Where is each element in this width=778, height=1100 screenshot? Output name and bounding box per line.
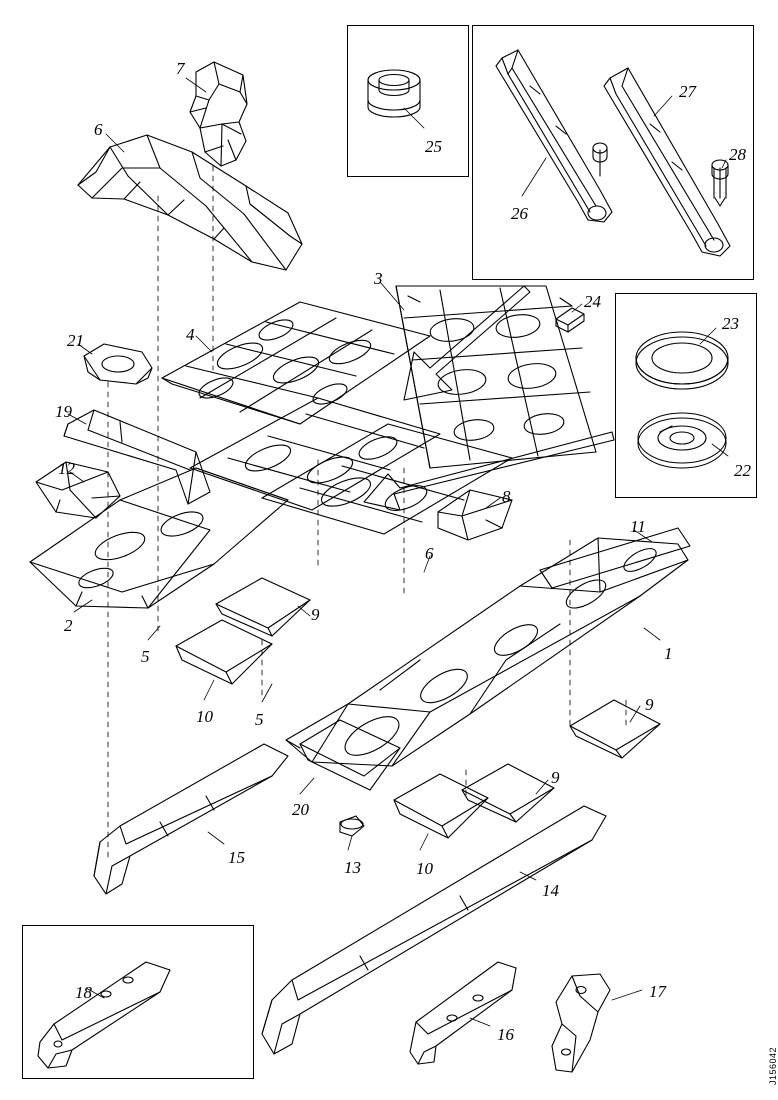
callout-19: 19	[55, 402, 72, 421]
part-21-plate	[84, 344, 152, 384]
part-12-bracket	[36, 459, 120, 518]
callout-16: 16	[497, 1025, 514, 1044]
callout-15: 15	[228, 848, 245, 867]
callout-8: 8	[502, 487, 511, 506]
part-11-upper-rail	[540, 528, 690, 588]
part-2-left-floor-section	[30, 468, 288, 608]
bushing-inset-frame	[347, 25, 469, 177]
callout-26: 26	[511, 204, 528, 223]
part-20-cross-member	[300, 720, 400, 790]
callout-27: 27	[679, 82, 696, 101]
part-24-bracket	[556, 308, 584, 332]
callout-5a: 5	[141, 647, 150, 666]
callout-18: 18	[75, 983, 92, 1002]
callout-22: 22	[734, 461, 751, 480]
part-13-clip	[340, 816, 364, 836]
callout-3: 3	[374, 269, 383, 288]
part-9-brace-c	[462, 764, 554, 822]
callout-25: 25	[425, 137, 442, 156]
callout-6b: 6	[425, 544, 434, 563]
callout-5b: 5	[255, 710, 264, 729]
callout-28: 28	[729, 145, 746, 164]
callout-1: 1	[664, 644, 673, 663]
diagram-part-code: J156042	[768, 1046, 778, 1085]
support-arms-inset-frame	[472, 25, 754, 280]
callout-13: 13	[344, 858, 361, 877]
callout-20: 20	[292, 800, 309, 819]
callout-6: 6	[94, 120, 103, 139]
part-3-rear-floor-panel	[396, 286, 596, 468]
callout-14: 14	[542, 881, 559, 900]
part-14-right-sill-rail	[262, 806, 606, 1054]
callout-17: 17	[649, 982, 666, 1001]
part-6-tunnel-cover	[78, 135, 302, 270]
part-8-right-rail	[438, 487, 512, 540]
callout-7: 7	[176, 59, 185, 78]
part-17-hanger-bracket	[552, 974, 610, 1072]
callout-2: 2	[64, 616, 73, 635]
callout-24: 24	[584, 292, 601, 311]
callout-10a: 10	[196, 707, 213, 726]
callout-11: 11	[630, 517, 646, 536]
callout-9b: 9	[645, 695, 654, 714]
callout-21: 21	[67, 331, 84, 350]
part-16-bracket-arm	[410, 962, 516, 1064]
callout-10b: 10	[416, 859, 433, 878]
callout-23: 23	[722, 314, 739, 333]
callout-9c: 9	[551, 768, 560, 787]
part-7-pillar-reinforcement	[190, 62, 247, 166]
callout-12: 12	[58, 459, 75, 478]
sill-member-inset-frame	[22, 925, 254, 1079]
part-9-brace-a	[216, 578, 310, 636]
part-15-left-sill-rail	[94, 744, 288, 894]
callout-4: 4	[186, 325, 195, 344]
center-floor-panel	[190, 398, 440, 510]
callout-9a: 9	[311, 605, 320, 624]
part-1-chassis-frame	[286, 538, 688, 766]
part-4-front-floor-panel	[162, 302, 430, 424]
